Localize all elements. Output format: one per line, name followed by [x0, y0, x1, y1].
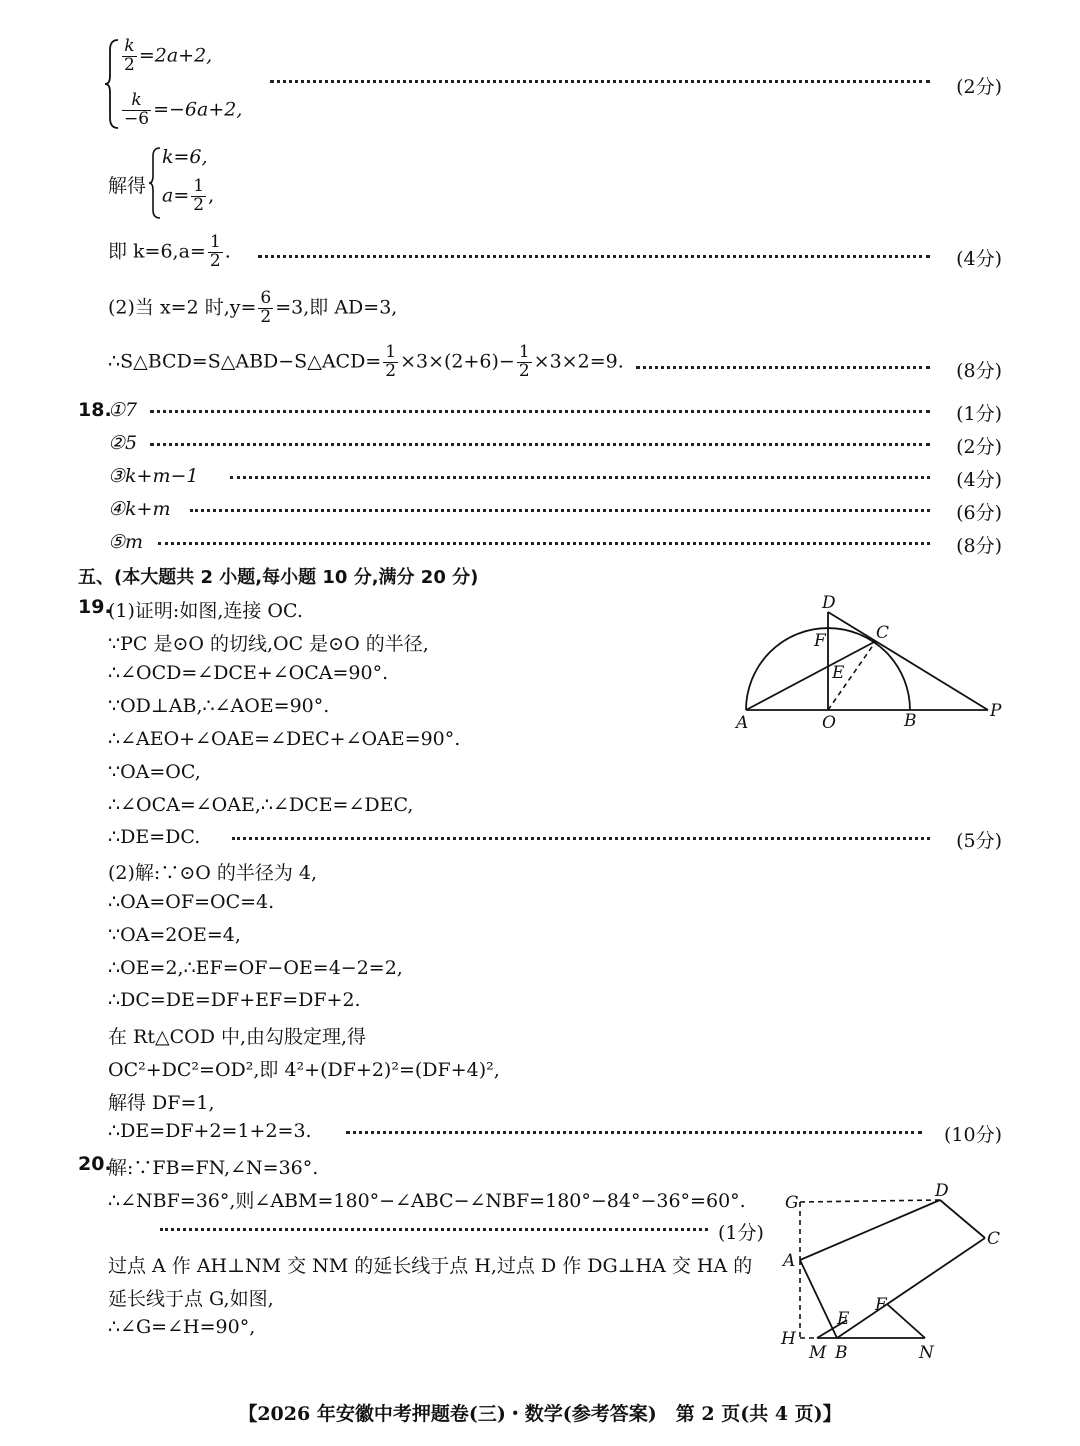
point-label-M: M [809, 1343, 827, 1363]
dot-leader [270, 80, 930, 83]
question-number: 18. [78, 399, 112, 421]
proof-line: (2)解:∵⊙O 的半径为 4, [108, 862, 318, 884]
proof-line: ∵OD⊥AB,∴∠AOE=90°. [108, 695, 330, 717]
proof-line: ∴∠OCA=∠OAE,∴∠DCE=∠DEC, [108, 794, 414, 816]
dot-leader [150, 410, 930, 413]
point-label-F: F [875, 1295, 887, 1315]
point-label-G: G [785, 1193, 799, 1213]
score-label: (5分) [956, 830, 1002, 852]
score-label: (8分) [956, 360, 1002, 382]
proof-line: ∴OE=2,∴EF=OF−OE=4−2=2, [108, 957, 403, 979]
answer-item: ①7 [108, 399, 138, 421]
score-label: (4分) [956, 469, 1002, 491]
dot-leader [230, 476, 930, 479]
score-label: (10分) [943, 1124, 1002, 1146]
part2-line: (2)当 x=2 时,y= $\frac{6}{2}$ =3,即 AD=3, [108, 288, 398, 327]
point-label-C: C [987, 1229, 1001, 1249]
question-number: 19. [78, 596, 112, 618]
geometry-figure-19 [730, 590, 1010, 735]
score-label: (8分) [956, 535, 1002, 557]
system-eq-1: $\frac{k}{2}$ =2a+2, [124, 36, 213, 75]
solution-line: ∴∠G=∠H=90°, [108, 1316, 256, 1338]
area-line: ∴S△BCD=S△ABD−S△ACD= $\frac{1}{2}$ ×3×(2+6)− $\frac{1}{2}$ ×3×2=9. [108, 342, 624, 381]
conclusion-line: 即 k=6,a= $\frac{1}{2}$ . [108, 232, 231, 271]
score-label: (2分) [956, 76, 1002, 98]
score-label: (1分) [956, 403, 1002, 425]
point-label-E: E [837, 1309, 850, 1329]
answer-item: ③k+m−1 [108, 465, 199, 487]
point-label-P: P [990, 701, 1002, 721]
point-label-B: B [904, 711, 917, 731]
point-label-E: E [832, 663, 845, 683]
point-label-B: B [835, 1343, 848, 1363]
point-label-O: O [822, 713, 836, 733]
proof-line: (1)证明:如图,连接 OC. [108, 600, 303, 622]
question-number: 20. [78, 1153, 112, 1175]
solution-line: 延长线于点 G,如图, [108, 1288, 274, 1310]
dot-leader [160, 1228, 708, 1231]
solve-label: 解得 [108, 175, 147, 197]
proof-line: OC²+DC²=OD²,即 4²+(DF+2)²=(DF+4)², [108, 1059, 500, 1081]
proof-line: ∵OA=OC, [108, 761, 201, 783]
solution-line: 过点 A 作 AH⊥NM 交 NM 的延长线于点 H,过点 D 作 DG⊥HA 交 HA 的 [108, 1255, 753, 1277]
score-label: (1分) [718, 1222, 764, 1244]
dot-leader [346, 1131, 922, 1134]
point-label-H: H [781, 1329, 796, 1349]
proof-line: ∴∠AEO+∠OAE=∠DEC+∠OAE=90°. [108, 728, 461, 750]
score-label: (4分) [956, 248, 1002, 270]
solution-line: ∴∠NBF=36°,则∠ABM=180°−∠ABC−∠NBF=180°−84°−36°=60°. [108, 1190, 746, 1212]
dot-leader [232, 837, 930, 840]
dot-leader [190, 509, 930, 512]
point-label-D: D [935, 1181, 949, 1201]
dot-leader [158, 542, 930, 545]
proof-line: ∵OA=2OE=4, [108, 924, 241, 946]
geometry-figure-20 [775, 1180, 1015, 1370]
proof-line: ∴DE=DC. [108, 826, 201, 848]
proof-line: 在 Rt△COD 中,由勾股定理,得 [108, 1026, 367, 1048]
answer-item: ④k+m [108, 498, 171, 520]
point-label-N: N [919, 1343, 934, 1363]
answer-item: ⑤m [108, 531, 144, 553]
proof-line: ∴OA=OF=OC=4. [108, 891, 275, 913]
point-label-C: C [876, 623, 890, 643]
page-footer: 【2026 年安徽中考押题卷(三)・数学(参考答案) 第 2 页(共 4 页)】 [238, 1403, 842, 1425]
dot-leader [636, 366, 930, 369]
section-heading: 五、(本大题共 2 小题,每小题 10 分,满分 20 分) [78, 567, 479, 588]
dot-leader [150, 443, 930, 446]
solution-k: k=6, [162, 146, 208, 168]
solution-a: a= $\frac{1}{2}$ , [162, 176, 215, 215]
proof-line: ∵PC 是⊙O 的切线,OC 是⊙O 的半径, [108, 633, 429, 655]
point-label-D: D [822, 593, 836, 613]
point-label-A: A [736, 713, 749, 733]
left-brace [104, 38, 120, 130]
system-eq-2: $\frac{k}{-6}$ =−6a+2, [124, 90, 243, 129]
point-label-A: A [783, 1251, 796, 1271]
score-label: (2分) [956, 436, 1002, 458]
proof-line: ∴∠OCD=∠DCE+∠OCA=90°. [108, 662, 389, 684]
point-label-F: F [814, 631, 826, 651]
answer-item: ②5 [108, 432, 138, 454]
left-brace-2 [148, 146, 162, 220]
proof-line: ∴DE=DF+2=1+2=3. [108, 1120, 312, 1142]
score-label: (6分) [956, 502, 1002, 524]
solution-line: 解:∵FB=FN,∠N=36°. [108, 1157, 319, 1179]
proof-line: ∴DC=DE=DF+EF=DF+2. [108, 989, 361, 1011]
dot-leader [258, 255, 930, 258]
proof-line: 解得 DF=1, [108, 1092, 215, 1114]
